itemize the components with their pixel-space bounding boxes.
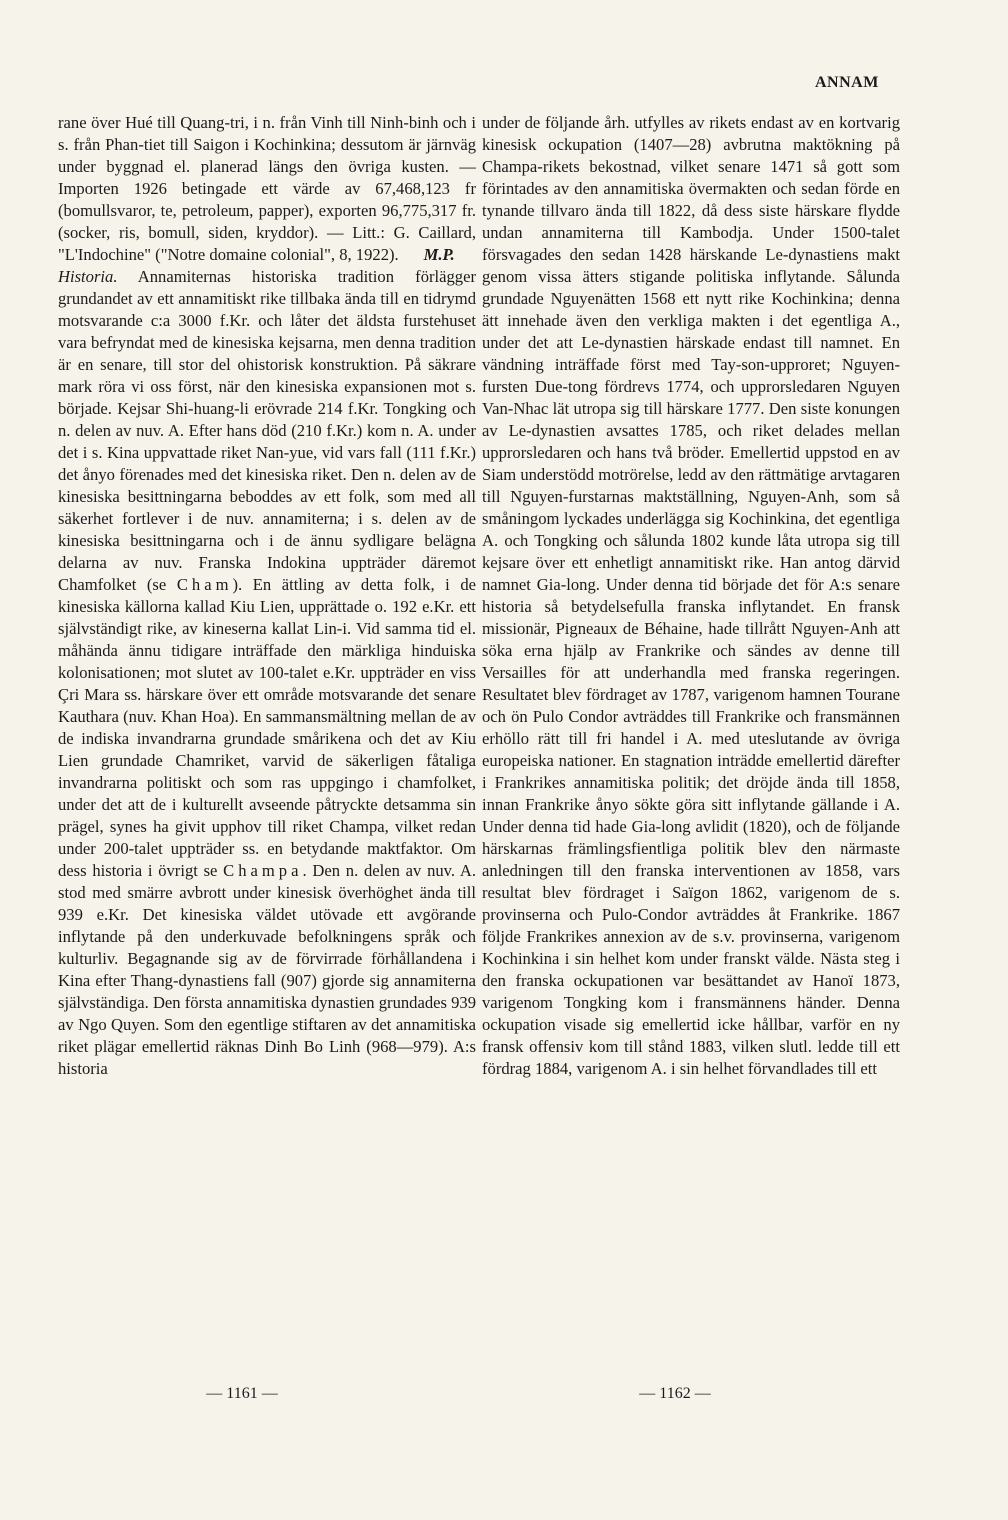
running-title: ANNAM [815, 74, 879, 91]
right-paragraph: under de följande årh. utfylles av rikets endast av en kortvarig kinesisk ockupation (1407—28) avbrutna maktökning på Champa-rikets bekostnad, vilket senare 1471 så gott som förintades av den annamitiska övermakten och sedan förde en tynande tillvaro ända till 1822, då dess siste härskare flydde undan annamiterna till Kambodja. Under 1500-talet försvagades den sedan 1428 härskande Le-dynastiens makt genom vissa ätters stigande politiska inflytande. Sålunda grundade Nguyenätten 1568 ett nytt rike Kochinkina; denna ätt innehade även den verkliga makten i det egentliga A., under det att Le-dynastien härskade endast till namnet. En vändning inträffade först med Tay-son-upproret; Nguyen-fursten Due-tong fördrevs 1774, och upprorsledaren Nguyen Van-Nhac lät utropa sig till härskare 1777. Den siste konungen av Le-dynastien avsattes 1785, och riket delades mellan upprorsledaren och hans två bröder. Emellertid uppstod en av Siam understödd motrörelse, ledd av den rättmätige arvtagaren till Nguyen-furstarnas maktställning, Nguyen-Anh, som så småningom lyckades underlägga sig Kochinkina, det egentliga A. och Tongking och sålunda 1802 kunde låta utropa sig till kejsare över ett enhetligt annamitiskt rike. Han antog därvid namnet Gia-long. Under denna tid började det för A:s senare historia så betydelsefulla franska inflytandet. En fransk missionär, Pigneaux de Béhaine, hade tillrått Nguyen-Anh att söka erna hjälp av Frankrike och sändes av denne till Versailles för att underhandla med franska regeringen. Resultatet blev fördraget av 1787, varigenom hamnen Tourane och ön Pulo Condor avträddes till Frankrike och fransmännen erhöllo rätt till fri handel i A. med uteslutande av övriga europeiska nationer. En stagnation inträdde emellertid därefter i Frankrikes annamitiska politik; det dröjde ända till 1858, innan Frankrike ånyo sökte göra sitt inflytande gällande i A. Under denna tid hade Gia-long avlidit (1820), och de följande härskarnas främlingsfientliga politik blev den närmaste anledningen till den franska interventionen av 1858, vars resultat blev fördraget i Saïgon 1862, varigenom de s. provinserna och Pulo-Condor avträddes åt Frankrike. 1867 följde Frankrikes annexion av de s.v. provinserna, varigenom Kochinkina i sin helhet kom under franskt välde. Nästa steg i den franska ockupationen var besättandet av Hanoï 1873, varigenom Tongking kom i fransmännens händer. Denna ockupation visade sig emellertid icke hållbar, varför en ny fransk offensiv kom till stånd 1883, vilken slutl. ledde till ett fördrag 1884, varigenom A. i sin helhet förvandlades till ett [482, 113, 900, 1078]
history-paragraph [58, 266, 476, 1080]
page-number-right: — 1162 — [639, 1385, 711, 1402]
history-text-3: . Den n. delen av nuv. A. stod med smärre avbrott under kinesisk överhöghet ända till 939 e.Kr. Det kinesiska väldet utövade ett avgörande inflytande på den underkuvade befolkningens språk och kulturliv. Begagnande sig av de förvirrade förhållandena i Kina efter Thang-dynastiens fall (907) gjorde sig annamiterna självständiga. Den första annamitiska dynastien grundades 939 av Ngo Quyen. Som den egentlige stiftaren av det annamitiska riket plägar emellertid räknas Dinh Bo Linh (968—979). A:s historia [58, 861, 476, 1078]
left-paragraph [58, 112, 476, 266]
history-text-2: ). En ättling av detta folk, i de kinesiska källorna kallad Kiu Lien, upprättade o. 192 e.Kr. ett självständigt rike, av kineserna kallat Lin-i. Vid samma tid el. måhända ännu tidigare inträffade den märkliga hinduiska kolonisationen; mot slutet av 100-talet e.Kr. uppträder en viss Çri Mara ss. härskare över ett område motsvarande det senare Kauthara (nuv. Khan Hoa). En sammansmältning mellan de av de indiska invandrarna grundade smårikena och det av Kiu Lien grundade Chamriket, varvid de säkerligen fåtaliga invandrarna politiskt och som ras uppgingo i chamfolket, under det att de i kulturellt avseende påtryckte detsamma sin prägel, synes ha givit upphov till riket Champa, vilket redan under 200-talet uppträder ss. en betydande maktfaktor. Om dess historia i övrigt se [58, 575, 477, 880]
page-number-left: — 1161 — [206, 1385, 278, 1402]
section-label: Historia. [58, 267, 118, 286]
right-column [482, 112, 900, 1080]
cross-reference-cham: Cham [176, 575, 233, 594]
left-column [58, 112, 476, 1080]
cross-reference-champa: Champa [223, 861, 303, 880]
geography-text: rane över Hué till Quang-tri, i n. från Vinh till Ninh-binh och i s. från Phan-tiet till Saigon i Kochinkina; dessutom är järnväg under byggnad el. planerad längs den övriga kusten. — Importen 1926 betingade ett värde av 67,468,123 fr (bomullsvaror, te, petroleum, papper), exporten 96,775,317 fr. (socker, ris, bomull, siden, kryddor). — Litt.: G. Caillard, "L'Indochine" ("Notre domaine colonial", 8, 1922). [58, 113, 476, 264]
author-signature: M.P. [423, 245, 455, 264]
history-text-1: Annamiternas historiska tradition förlägger grundandet av ett annamitiskt rike tillbaka ända till en tidrymd motsvarande c:a 3000 f.Kr. och låter det äldsta furstehuset vara befryndat med de kinesiska kejsarna, men denna tradition är en senare, till stor del ohistorisk konstruktion. På säkrare mark röra vi oss först, när den kinesiska expansionen mot s. började. Kejsar Shi-huang-li erövrade 214 f.Kr. Tongking och n. delen av nuv. A. Efter hans död (210 f.Kr.) kom n. A. under det i s. Kina uppvattade riket Nan-yue, vid vars fall (111 f.Kr.) det ånyo förenades med det kinesiska riket. Den n. delen av de kinesiska besittningarna beboddes av ett folk, som med all säkerhet fortlever i de nuv. annamiterna; i s. delen av de kinesiska besittningarna och i de ännu sydligare belägna delarna av nuv. Franska Indokina uppträder däremot Chamfolket (se [58, 267, 476, 594]
